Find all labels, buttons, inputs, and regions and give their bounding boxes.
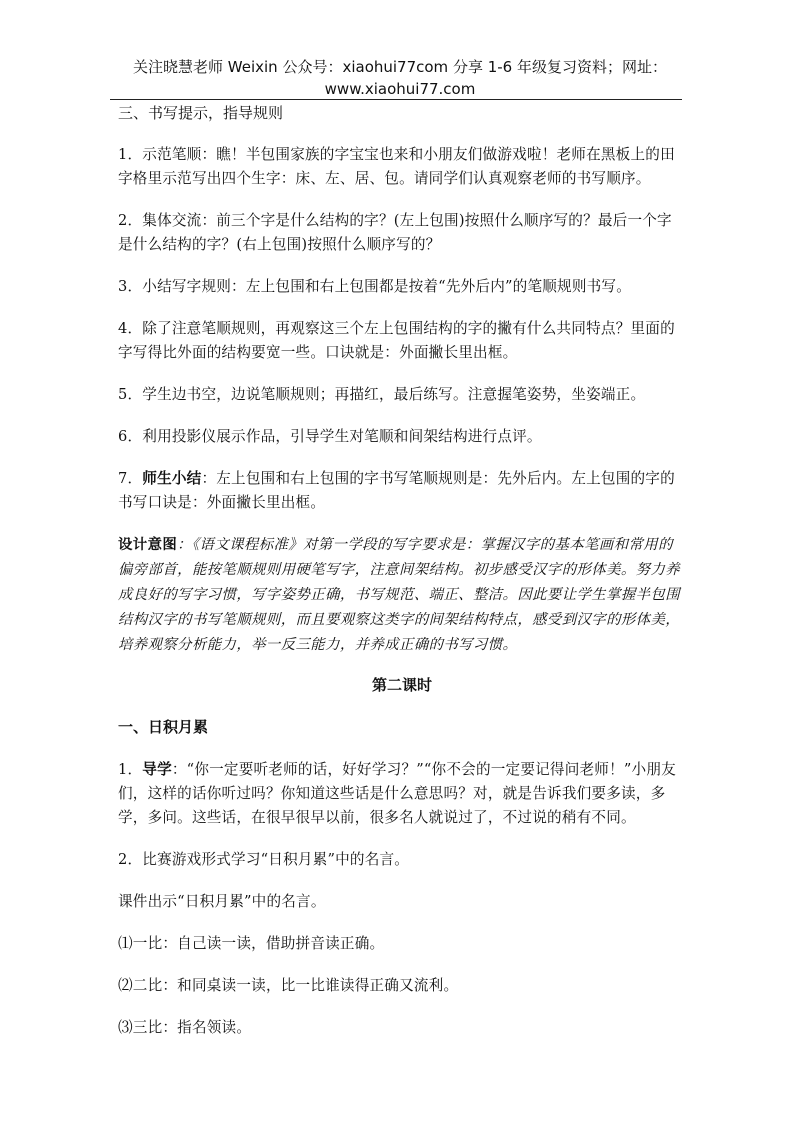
- list-item: 5．学生边书空，边说笔顺规则；再描红，最后练写。注意握笔姿势，坐姿端正。: [118, 386, 646, 403]
- courseware-note: 课件出示“日积月累”中的名言。: [118, 893, 326, 910]
- list-item: 1．示范笔顺：瞧！半包围家族的字宝宝也来和小朋友们做游戏啦！老师在黑板上的田字格里示范写出四个生字：床、左、居、包。请同学们认真观察老师的书写顺序。: [118, 146, 675, 187]
- header-divider: [110, 99, 682, 100]
- lesson-title: 第二课时: [371, 676, 432, 694]
- list-item: 2．比赛游戏形式学习“日积月累”中的名言。: [118, 851, 410, 868]
- design-intent-text: ：《语文课程标准》对第一学段的写字要求是：掌握汉字的基本笔画和常用的偏旁部首，能按笔顺规则用硬笔写字，注意间架结构。初步感受汉字的形体美。努力养成良好的写字习惯，写字姿势正确，书写规范、端正、整洁。因此要让学生掌握半包围结构汉字的书写笔顺规则，而且要观察这类字的间架结构特点，感受到汉字的形体美，培养观察分析能力，举一反三能力，并养成正确的书写习惯。: [118, 537, 681, 653]
- list-item: 2．集体交流：前三个字是什么结构的字？(左上包围)按照什么顺序写的？最后一个字是什么结构的字？(右上包围)按照什么顺序写的？: [118, 212, 672, 253]
- summary-text: ：左上包围和右上包围的字书写笔顺规则是：先外后内。左上包围的字的书写口诀是：外面撇长里出框。: [118, 470, 675, 511]
- summary-item: [118, 467, 686, 515]
- document-body: [118, 102, 686, 1058]
- header-line-2: www.xiaohui77.com: [324, 80, 476, 98]
- header-line-1: 关注晓慧老师 Weixin 公众号：xiaohui77com 分享 1-6 年级复习资料；网址：: [133, 58, 667, 76]
- item-number: 7．: [118, 470, 143, 487]
- summary-label: 师生小结: [142, 470, 202, 487]
- list-item: [118, 758, 686, 830]
- section-heading: 三、书写提示，指导规则: [118, 104, 284, 122]
- item-number: 1．: [118, 761, 143, 778]
- design-intent: [118, 533, 686, 658]
- list-item: 4．除了注意笔顺规则，再观察这三个左上包围结构的字的撇有什么共同特点？里面的字写得比外面的结构要宽一些。口诀就是：外面撇长里出框。: [118, 320, 675, 361]
- design-intent-label: 设计意图: [118, 537, 178, 553]
- list-item: 6．利用投影仪展示作品，引导学生对笔顺和间架结构进行点评。: [118, 428, 542, 445]
- section-heading: 一、日积月累: [118, 718, 209, 736]
- step-item: ⑴一比：自己读一读，借助拼音读正确。: [118, 935, 385, 952]
- page-header: [110, 56, 690, 100]
- guide-text: ：“你一定要听老师的话，好好学习？”“你不会的一定要记得问老师！”小朋友们，这样的话你听过吗？你知道这些话是什么意思吗？对，就是告诉我们要多读，多学，多问。这些话，在很早很早以前，很多名人就说过了，不过说的稍有不同。: [118, 761, 676, 826]
- guide-label: 导学: [142, 761, 172, 778]
- list-item: 3．小结写字规则：左上包围和右上包围都是按着“先外后内”的笔顺规则书写。: [118, 278, 632, 295]
- step-item: ⑵二比：和同桌读一读，比一比谁读得正确又流利。: [118, 977, 459, 994]
- step-item: ⑶三比：指名领读。: [118, 1019, 252, 1036]
